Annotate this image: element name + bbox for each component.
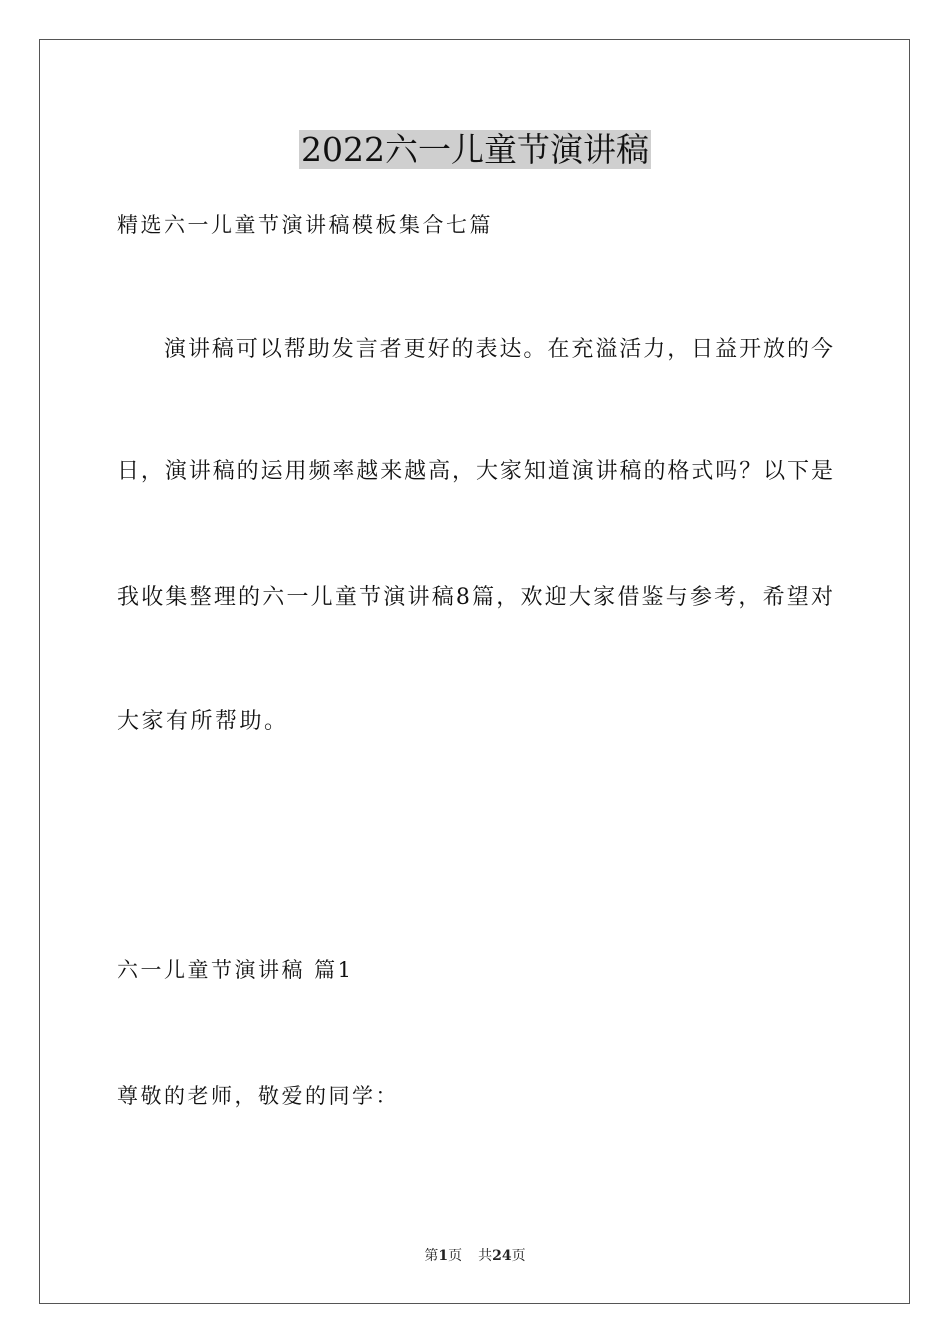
total-suffix: 页: [511, 1248, 526, 1264]
intro-line-1: 演讲稿可以帮助发言者更好的表达。在充溢活力，日益开放的今: [164, 337, 833, 362]
page-number: 1: [438, 1248, 449, 1264]
page-prefix: 第: [424, 1248, 439, 1264]
page-footer: [0, 1246, 950, 1266]
document-title: [0, 128, 950, 172]
intro-line-4: 大家有所帮助。: [117, 709, 289, 734]
page-suffix: 页: [448, 1248, 463, 1264]
intro-line-2: 日，演讲稿的运用频率越来越高，大家知道演讲稿的格式吗？以下是: [117, 459, 833, 484]
document-subtitle: 精选六一儿童节演讲稿模板集合七篇: [117, 213, 493, 237]
document-title-text: 2022六一儿童节演讲稿: [301, 130, 649, 169]
section-heading: 六一儿童节演讲稿 篇1: [117, 958, 354, 982]
total-prefix: 共: [478, 1248, 493, 1264]
intro-line-3: 我收集整理的六一儿童节演讲稿8篇，欢迎大家借鉴与参考，希望对: [117, 585, 833, 610]
total-pages: 24: [492, 1248, 512, 1264]
salutation: 尊敬的老师，敬爱的同学：: [117, 1084, 399, 1108]
